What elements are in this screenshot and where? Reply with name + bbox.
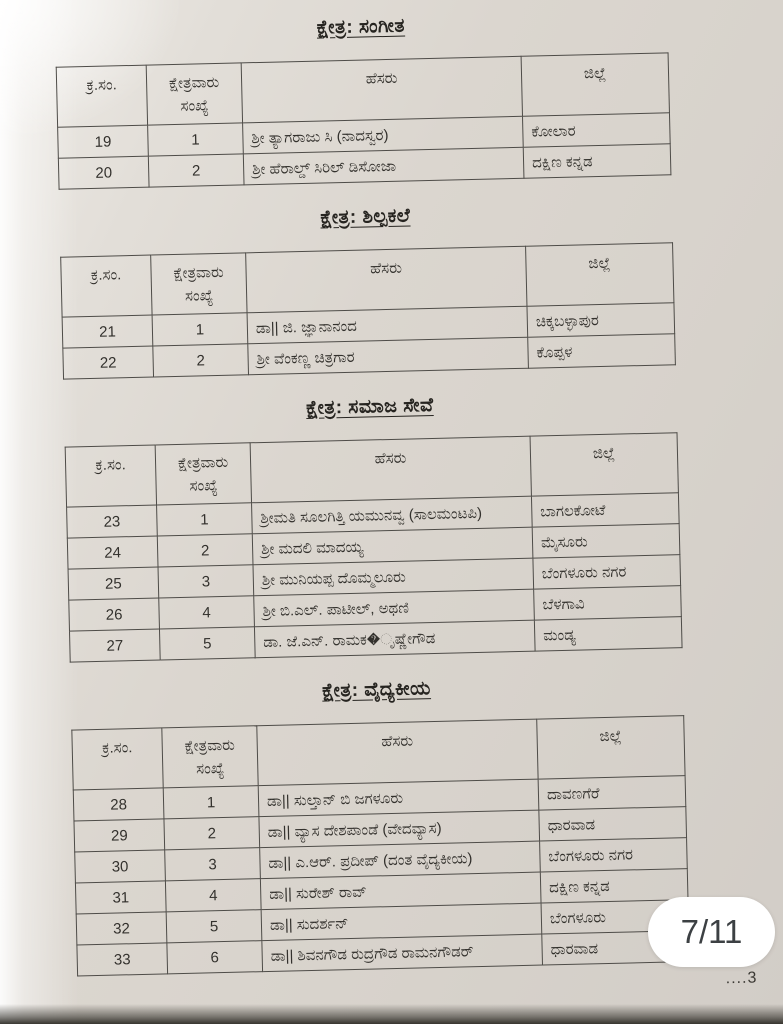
district-cell: ಬೆಂಗಳೂರು <box>541 900 689 934</box>
name-cell: ಶ್ರೀ ತ್ಯಾಗರಾಜು ಸಿ (ನಾದಸ್ವರ) <box>243 116 524 154</box>
name-cell: ಶ್ರೀ ಮದಲಿ ಮಾದಯ್ಯ <box>252 527 533 565</box>
serial-cell: 21 <box>62 315 153 348</box>
district-cell: ಧಾರವಾಡ <box>542 931 690 965</box>
name-cell: ಡಾ|| ವ್ಯಾಸ ದೇಶಪಾಂಡೆ (ವೇದವ್ಯಾಸ) <box>259 810 540 848</box>
district-cell: ಮಂಡ್ಯ <box>534 617 682 651</box>
fieldwise-number-cell: 2 <box>164 817 260 850</box>
serial-cell: 29 <box>74 819 165 852</box>
fieldwise-number-cell: 2 <box>153 344 249 377</box>
serial-cell: 23 <box>67 505 158 538</box>
name-cell: ಡಾ|| ಶಿವನಗೌಡ ರುದ್ರಗೌಡ ರಾಮನಗೌಡರ್ <box>262 934 543 972</box>
roster-table <box>71 715 690 976</box>
district-cell: ದಕ್ಷಿಣ ಕನ್ನಡ <box>523 144 671 178</box>
fieldwise-number-cell: 5 <box>159 627 255 660</box>
column-header-district: ಜಿಲ್ಲೆ <box>530 433 678 496</box>
section-heading: ಕ್ಷೇತ್ರ: ಶಿಲ್ಪಕಲೆ <box>320 205 411 229</box>
serial-cell: 32 <box>76 912 167 945</box>
fieldwise-number-cell: 1 <box>148 123 244 156</box>
fieldwise-number-cell: 6 <box>167 941 263 974</box>
name-cell: ಶ್ರೀ ಬಿ.ಎಲ್. ಪಾಟೀಲ್, ಅಥಣಿ <box>254 589 535 627</box>
column-header-fieldwise-number: ಕ್ಷೇತ್ರವಾರು ಸಂಖ್ಯೆ <box>146 63 242 125</box>
column-header-district: ಜಿಲ್ಲೆ <box>521 53 669 116</box>
column-header-serial: ಕ್ರ.ಸಂ. <box>61 255 152 317</box>
column-header-fieldwise-number: ಕ್ಷೇತ್ರವಾರು ಸಂಖ್ಯೆ <box>151 253 247 315</box>
name-cell: ಡಾ. ಜೆ.ಎನ್. ರಾಮಕ�ೃಷ್ಣೇಗೌಡ <box>254 620 535 658</box>
district-cell: ದಾವಣಗೆರೆ <box>538 776 686 810</box>
fieldwise-number-cell: 4 <box>159 596 255 629</box>
district-cell: ಬೆಂಗಳೂರು ನಗರ <box>540 838 688 872</box>
fieldwise-number-cell: 2 <box>148 154 244 187</box>
district-cell: ಧಾರವಾಡ <box>539 807 687 841</box>
roster-table <box>65 432 683 662</box>
fieldwise-number-cell: 1 <box>152 313 248 346</box>
section-heading: ಕ್ಷೇತ್ರ: ಸಮಾಜ ಸೇವೆ <box>305 394 434 419</box>
name-cell: ಶ್ರೀ ವೆಂಕಣ್ಣ ಚಿತ್ರಗಾರ <box>248 337 529 375</box>
district-cell: ಕೊಪ್ಪಳ <box>528 334 676 368</box>
district-cell: ಬಾಗಲಕೋಟೆ <box>531 493 679 527</box>
name-cell: ಶ್ರೀ ಹೆರಾಲ್ಡ್ ಸಿರಿಲ್ ಡಿಸೋಜಾ <box>243 147 524 185</box>
district-cell: ದಕ್ಷಿಣ ಕನ್ನಡ <box>540 869 688 903</box>
sections-container <box>55 7 783 977</box>
serial-cell: 31 <box>75 881 166 914</box>
column-header-serial: ಕ್ರ.ಸಂ. <box>72 728 163 790</box>
name-cell: ಡಾ|| ಜಿ. ಜ್ಞಾನಾನಂದ <box>247 306 528 344</box>
serial-cell: 25 <box>68 567 159 600</box>
name-cell: ಡಾ|| ಸುದರ್ಶನ್ <box>261 903 542 941</box>
serial-cell: 27 <box>69 629 160 662</box>
section-heading: ಕ್ಷೇತ್ರ: ಸಂಗೀತ <box>316 15 406 39</box>
fieldwise-number-cell: 1 <box>157 503 253 536</box>
district-cell: ಮೈಸೂರು <box>532 524 680 558</box>
column-header-name: ಹೆಸರು <box>250 436 531 503</box>
serial-cell: 30 <box>75 850 166 883</box>
column-header-name: ಹೆಸರು <box>257 719 538 786</box>
name-cell: ಶ್ರೀ ಮುನಿಯಪ್ಪ ದೊಮ್ಮಲೂರು <box>253 558 534 596</box>
serial-cell: 26 <box>69 598 160 631</box>
fieldwise-number-cell: 4 <box>165 879 261 912</box>
column-header-fieldwise-number: ಕ್ಷೇತ್ರವಾರು ಸಂಖ್ಯೆ <box>155 443 251 505</box>
fieldwise-number-cell: 2 <box>157 534 253 567</box>
serial-cell: 20 <box>58 156 149 189</box>
district-cell: ಕೋಲಾರ <box>522 113 670 147</box>
section-heading: ಕ್ಷೇತ್ರ: ವೈದ್ಯಕೀಯ <box>321 678 432 702</box>
serial-cell: 33 <box>77 943 168 976</box>
fieldwise-number-cell: 1 <box>163 786 259 819</box>
column-header-name: ಹೆಸರು <box>241 56 522 123</box>
footer-page-number: ....3 <box>725 969 758 988</box>
column-header-district: ಜಿಲ್ಲೆ <box>526 243 674 306</box>
fieldwise-number-cell: 5 <box>166 910 262 943</box>
column-header-serial: ಕ್ರ.ಸಂ. <box>65 445 156 507</box>
serial-cell: 22 <box>63 346 154 379</box>
name-cell: ಡಾ|| ಎ.ಆರ್. ಪ್ರದೀಪ್ (ದಂತ ವೈದ್ಯಕೀಯ) <box>260 841 541 879</box>
name-cell: ಡಾ|| ಸುಲ್ತಾನ್ ಬಿ ಜಗಳೂರು <box>258 779 539 817</box>
column-header-serial: ಕ್ರ.ಸಂ. <box>56 65 147 127</box>
serial-cell: 28 <box>73 788 164 821</box>
name-cell: ಶ್ರೀಮತಿ ಸೂಲಗಿತ್ತಿ ಯಮುನವ್ವ (ಸಾಲಮಂಟಪಿ) <box>252 496 533 534</box>
fieldwise-number-cell: 3 <box>158 565 254 598</box>
roster-table <box>56 52 672 189</box>
district-cell: ಬೆಂಗಳೂರು ನಗರ <box>533 555 681 589</box>
column-header-fieldwise-number: ಕ್ಷೇತ್ರವಾರು ಸಂಖ್ಯೆ <box>162 726 258 788</box>
district-cell: ಬೆಳಗಾವಿ <box>534 586 682 620</box>
fieldwise-number-cell: 3 <box>165 848 261 881</box>
serial-cell: 19 <box>58 125 149 158</box>
column-header-name: ಹೆಸರು <box>246 246 527 313</box>
serial-cell: 24 <box>67 536 158 569</box>
page-indicator-pill: 7/11 <box>648 897 775 967</box>
district-cell: ಚಿಕ್ಕಬಳ್ಳಾಪುರ <box>527 303 675 337</box>
name-cell: ಡಾ|| ಸುರೇಶ್ ರಾವ್ <box>260 872 541 910</box>
column-header-district: ಜಿಲ್ಲೆ <box>537 716 685 779</box>
roster-table <box>60 242 676 379</box>
